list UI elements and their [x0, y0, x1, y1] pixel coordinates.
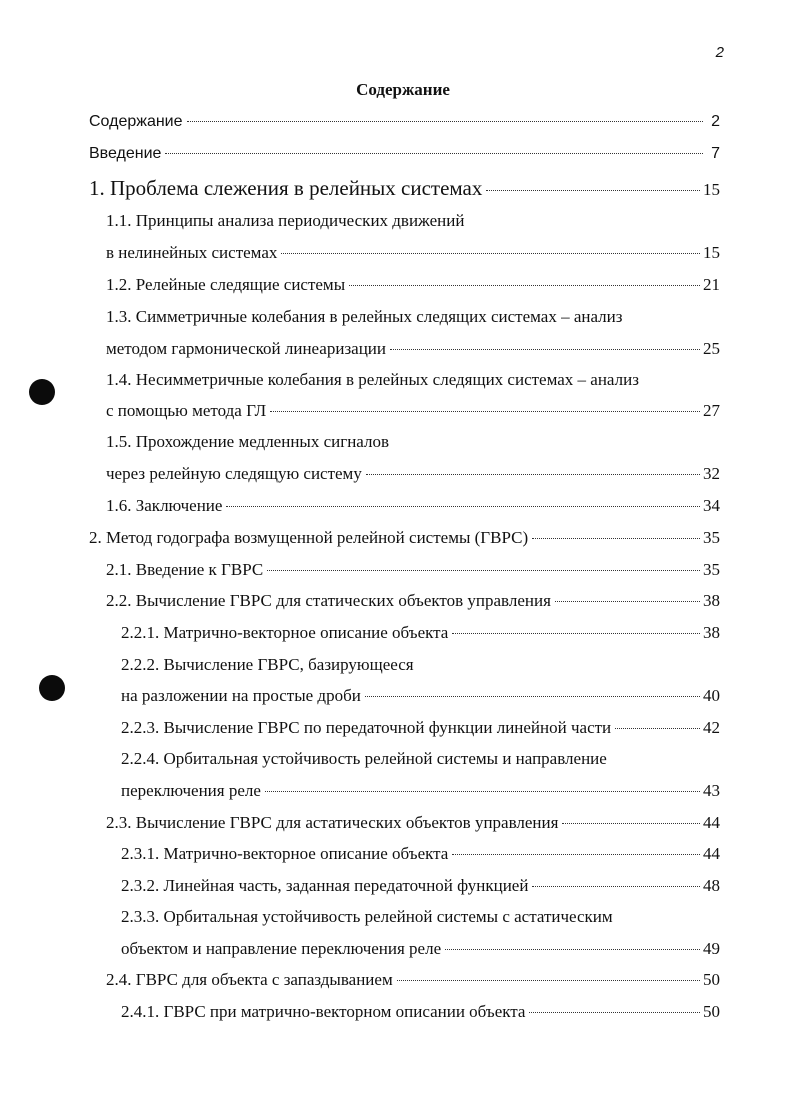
toc-entry-page: 50	[703, 970, 720, 989]
toc-entry-page: 27	[703, 401, 720, 420]
toc-entry-text: в нелинейных системах	[106, 243, 278, 262]
dot-leader	[187, 121, 703, 122]
toc-entry-text: 2.1. Введение к ГВРС	[106, 560, 264, 579]
dot-leader	[349, 285, 700, 286]
toc-entry-text: 2. Метод годографа возмущенной релейной системы (ГВРС)	[89, 528, 529, 547]
toc-entry[interactable]	[106, 970, 720, 990]
dot-leader	[226, 506, 700, 507]
toc-entry-page: 15	[703, 243, 720, 262]
toc-entry-page: 35	[703, 560, 720, 579]
toc-entry-text: 2.2.4. Орбитальная устойчивость релейной системы и направление	[121, 749, 607, 768]
dot-leader	[486, 190, 700, 191]
toc-entry[interactable]	[121, 781, 720, 801]
toc-entry[interactable]	[106, 496, 720, 516]
toc-entry[interactable]	[121, 1002, 720, 1022]
toc-entry[interactable]	[106, 813, 720, 833]
dot-leader	[265, 791, 700, 792]
toc-entry[interactable]	[89, 113, 720, 131]
toc-entry-page: 50	[703, 1002, 720, 1021]
toc-entry-text: методом гармонической линеаризации	[106, 339, 387, 358]
toc-entry-text: 1.4. Несимметричные колебания в релейных следящих системах – анализ	[106, 370, 639, 389]
toc-entry-page: 34	[703, 496, 720, 515]
toc-entry-text: 2.2.2. Вычисление ГВРС, базирующееся	[121, 655, 414, 674]
dot-leader	[366, 474, 700, 475]
toc-entry[interactable]	[106, 243, 720, 263]
toc-entry-text: 2.4. ГВРС для объекта с запаздыванием	[106, 970, 393, 989]
toc-entry-text: 2.3.1. Матрично-векторное описание объекта	[121, 844, 449, 863]
toc-entry-page: 32	[703, 464, 720, 483]
toc-entry[interactable]	[106, 275, 720, 295]
toc-entry-text: 1.2. Релейные следящие системы	[106, 275, 346, 294]
toc-entry[interactable]	[106, 464, 720, 484]
toc-entry-text: 2.3.2. Линейная часть, заданная передаточной функцией	[121, 876, 529, 895]
dot-leader	[365, 696, 700, 697]
toc-entry-text: 2.2. Вычисление ГВРС для статических объектов управления	[106, 591, 551, 610]
dot-leader	[555, 601, 700, 602]
toc-entry-page: 15	[703, 180, 720, 199]
dot-leader	[270, 411, 700, 412]
dot-leader	[165, 153, 703, 154]
dot-leader	[445, 949, 700, 950]
toc-entry-text: 2.2.3. Вычисление ГВРС по передаточной функции линейной части	[121, 718, 612, 737]
page-number: 2	[715, 44, 724, 61]
toc-entry-page: 44	[703, 813, 720, 832]
toc-entry-text: 1.1. Принципы анализа периодических движений	[106, 211, 465, 230]
toc-entry-text: 2.4.1. ГВРС при матрично-векторном описании объекта	[121, 1002, 526, 1021]
toc-entry-page: 21	[703, 275, 720, 294]
toc-entry-page: 38	[703, 623, 720, 642]
toc-entry-text: переключения реле	[121, 781, 261, 800]
toc-entry-text: объектом и направление переключения реле	[121, 939, 442, 958]
dot-leader	[281, 253, 700, 254]
toc-entry-text: 1.3. Симметричные колебания в релейных следящих системах – анализ	[106, 307, 623, 326]
dot-leader	[615, 728, 700, 729]
toc-entry[interactable]	[106, 211, 464, 231]
toc-entry-text: с помощью метода ГЛ	[106, 401, 267, 420]
toc-entry-page: 25	[703, 339, 720, 358]
dot-leader	[529, 1012, 700, 1013]
dot-leader	[532, 886, 700, 887]
toc-entry[interactable]	[121, 749, 607, 769]
toc-entry[interactable]	[89, 176, 720, 201]
toc-entry-page: 49	[703, 939, 720, 958]
toc-entry[interactable]	[89, 145, 720, 163]
punch-hole-mark	[39, 675, 65, 701]
toc-entry[interactable]	[121, 686, 720, 706]
toc-entry[interactable]	[106, 307, 622, 327]
toc-entry-text: через релейную следящую систему	[106, 464, 362, 483]
toc-entry-text: 2.3. Вычисление ГВРС для астатических объектов управления	[106, 813, 559, 832]
toc-entry-page: 7	[711, 145, 720, 162]
toc-entry-text: 1.5. Прохождение медленных сигналов	[106, 432, 390, 451]
toc-entry-page: 40	[703, 686, 720, 705]
toc-entry-text: 1.6. Заключение	[106, 496, 223, 515]
toc-entry-page: 44	[703, 844, 720, 863]
dot-leader	[532, 538, 700, 539]
toc-entry[interactable]	[89, 528, 720, 548]
toc-entry-page: 35	[703, 528, 720, 547]
dot-leader	[267, 570, 700, 571]
toc-entry-page: 48	[703, 876, 720, 895]
dot-leader	[397, 980, 700, 981]
toc-entry-page: 2	[711, 113, 720, 130]
toc-entry[interactable]	[121, 655, 414, 675]
toc-entry[interactable]	[121, 623, 720, 643]
toc-entry[interactable]	[121, 939, 720, 959]
toc-entry[interactable]	[121, 844, 720, 864]
toc-entry[interactable]	[106, 591, 720, 611]
toc-entry[interactable]	[106, 432, 389, 452]
dot-leader	[390, 349, 700, 350]
toc-entry[interactable]	[121, 876, 720, 896]
toc-entry-text: 1. Проблема слежения в релейных системах	[89, 176, 483, 200]
dot-leader	[452, 633, 700, 634]
toc-entry-page: 42	[703, 718, 720, 737]
toc-title: Содержание	[356, 80, 450, 99]
toc-entry[interactable]	[106, 339, 720, 359]
toc-entry[interactable]	[121, 907, 613, 927]
toc-entry-text: Введение	[89, 145, 162, 162]
toc-entry[interactable]	[121, 718, 720, 738]
toc-entry-page: 38	[703, 591, 720, 610]
toc-entry-text: 2.3.3. Орбитальная устойчивость релейной системы с астатическим	[121, 907, 613, 926]
dot-leader	[562, 823, 700, 824]
toc-entry-text: 2.2.1. Матрично-векторное описание объекта	[121, 623, 449, 642]
toc-entry[interactable]	[106, 401, 720, 421]
toc-entry-page: 43	[703, 781, 720, 800]
toc-entry[interactable]	[106, 560, 720, 580]
toc-entry-text: на разложении на простые дроби	[121, 686, 361, 705]
toc-entry-text: Содержание	[89, 113, 183, 130]
punch-hole-mark	[29, 379, 55, 405]
toc-entry[interactable]	[106, 370, 639, 390]
dot-leader	[452, 854, 700, 855]
